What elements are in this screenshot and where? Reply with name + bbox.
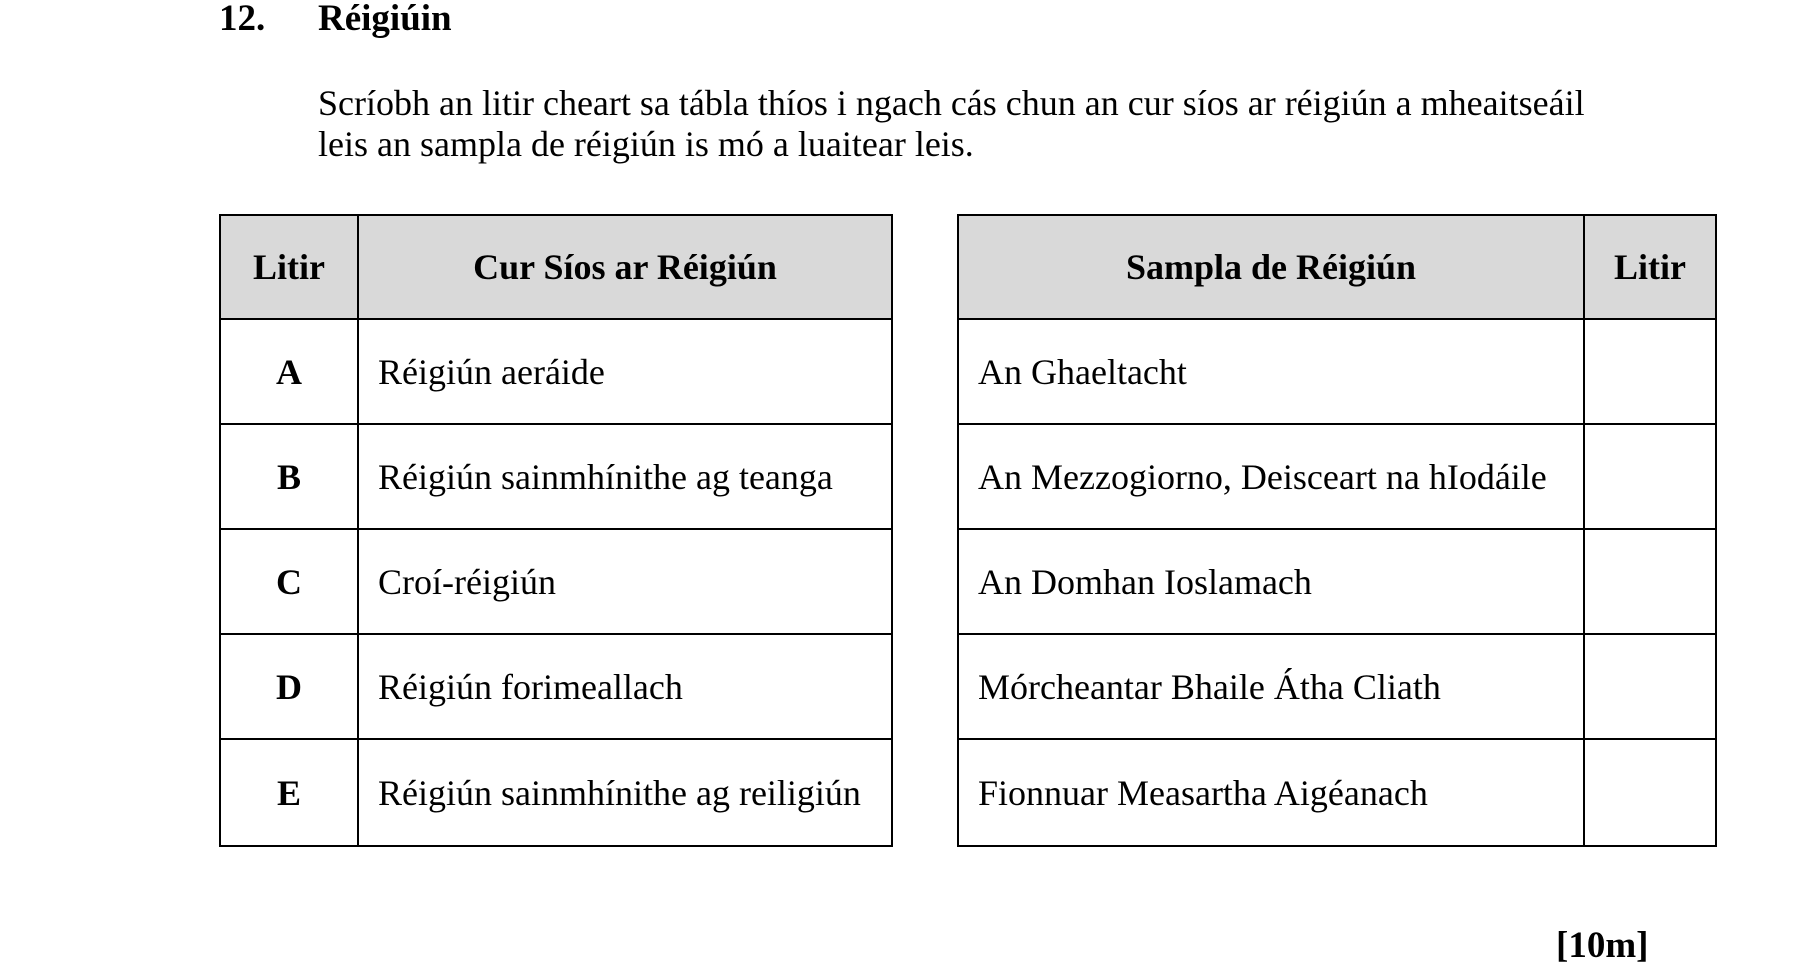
- answer-cell[interactable]: [1585, 425, 1715, 530]
- question-title: Réigiúin: [318, 0, 452, 39]
- letter-cell: A: [221, 320, 359, 425]
- description-cell: Croí-réigiún: [359, 530, 891, 635]
- description-table-header-description: Cur Síos ar Réigiún: [359, 216, 891, 320]
- description-cell: Réigiún aeráide: [359, 320, 891, 425]
- letter-cell: C: [221, 530, 359, 635]
- answer-cell[interactable]: [1585, 635, 1715, 740]
- example-table-header-sampla: Sampla de Réigiún: [959, 216, 1585, 320]
- answer-cell[interactable]: [1585, 320, 1715, 425]
- example-cell: Mórcheantar Bhaile Átha Cliath: [959, 635, 1585, 740]
- answer-cell[interactable]: [1585, 740, 1715, 845]
- example-table-header-litir: Litir: [1585, 216, 1715, 320]
- description-cell: Réigiún sainmhínithe ag teanga: [359, 425, 891, 530]
- description-table-header-litir: Litir: [221, 216, 359, 320]
- description-cell: Réigiún sainmhínithe ag reiligiún: [378, 772, 861, 813]
- example-table: [957, 214, 1717, 847]
- instruction-paragraph: [318, 83, 1585, 165]
- example-cell: An Domhan Ioslamach: [959, 530, 1585, 635]
- letter-cell: B: [221, 425, 359, 530]
- description-table: [219, 214, 893, 847]
- instruction-line: leis an sampla de réigiún is mó a luaitear leis.: [318, 124, 974, 164]
- instruction-line: Scríobh an litir cheart sa tábla thíos i ngach cás chun an cur síos ar réigiún a mheaitseáil: [318, 83, 1585, 123]
- example-cell: An Ghaeltacht: [959, 320, 1585, 425]
- example-cell: Fionnuar Measartha Aigéanach: [959, 740, 1585, 845]
- example-cell: An Mezzogiorno, Deisceart na hIodáile: [959, 425, 1585, 530]
- letter-cell: E: [221, 740, 359, 845]
- answer-cell[interactable]: [1585, 530, 1715, 635]
- question-number: 12.: [219, 0, 266, 39]
- letter-cell: D: [221, 635, 359, 740]
- description-cell: Réigiún forimeallach: [359, 635, 891, 740]
- marks-label: [10m]: [1556, 925, 1649, 966]
